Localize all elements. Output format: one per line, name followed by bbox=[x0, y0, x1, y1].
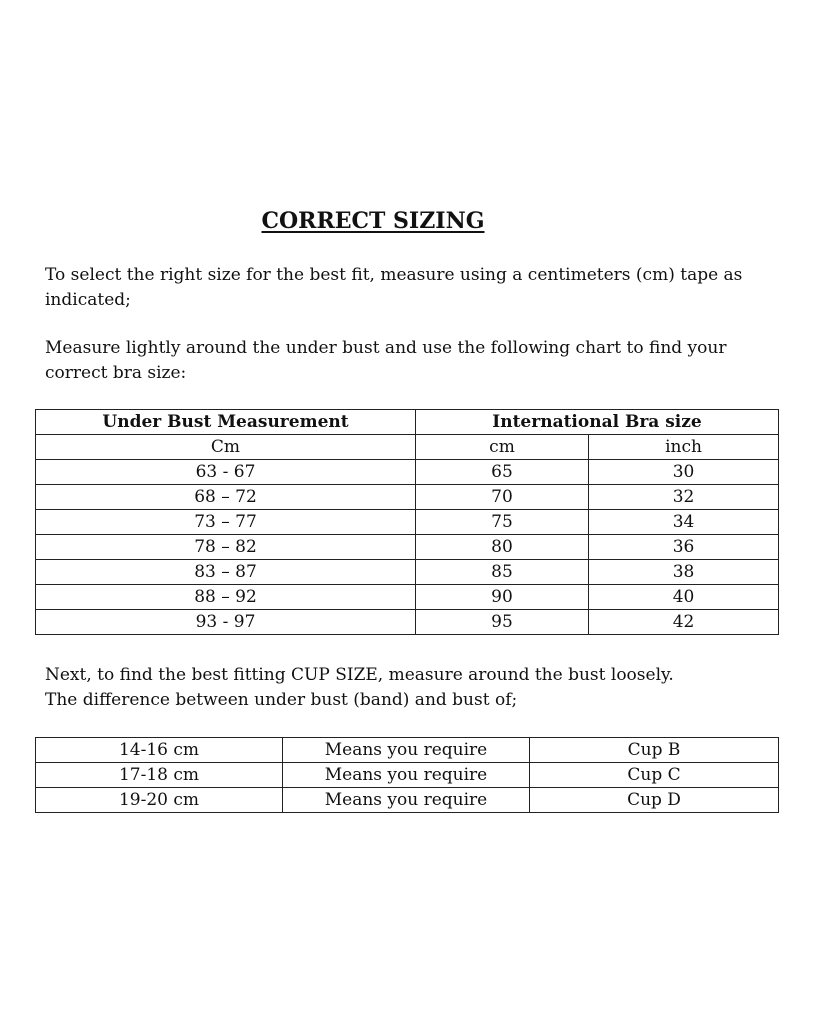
band-size-inch: 36 bbox=[589, 535, 779, 560]
band-size-inch: 32 bbox=[589, 485, 779, 510]
under-bust-range: 83 – 87 bbox=[36, 560, 416, 585]
band-size-inch: 30 bbox=[589, 460, 779, 485]
under-bust-range: 68 – 72 bbox=[36, 485, 416, 510]
under-bust-range: 78 – 82 bbox=[36, 535, 416, 560]
under-bust-range: 93 - 97 bbox=[36, 610, 416, 635]
page-title-text: CORRECT SIZING bbox=[261, 208, 485, 234]
band-size-cm: 65 bbox=[416, 460, 589, 485]
band-size-inch: 42 bbox=[589, 610, 779, 635]
bust-difference: 14-16 cm bbox=[36, 738, 283, 763]
band-size-inch: 38 bbox=[589, 560, 779, 585]
under-bust-range: 73 – 77 bbox=[36, 510, 416, 535]
under-bust-range: 63 - 67 bbox=[36, 460, 416, 485]
table-row bbox=[36, 788, 779, 813]
means-text: Means you require bbox=[283, 738, 530, 763]
cup-size: Cup C bbox=[530, 763, 779, 788]
band-size-cm: 90 bbox=[416, 585, 589, 610]
means-text: Means you require bbox=[283, 763, 530, 788]
intro-paragraph: To select the right size for the best fit, measure using a centimeters (cm) tape as indicated; bbox=[45, 265, 743, 310]
under-bust-range: 88 – 92 bbox=[36, 585, 416, 610]
instruction-paragraph: Measure lightly around the under bust and use the following chart to find your correct bra size: bbox=[45, 338, 727, 383]
band-size-inch: 34 bbox=[589, 510, 779, 535]
cup-intro-line-2: The difference between under bust (band) and bust of; bbox=[45, 690, 518, 710]
size-table-unit-row bbox=[36, 435, 779, 460]
table-row bbox=[36, 460, 779, 485]
unit-cm-band: cm bbox=[416, 435, 589, 460]
band-size-cm: 80 bbox=[416, 535, 589, 560]
unit-cm-under-bust: Cm bbox=[36, 435, 416, 460]
band-size-cm: 85 bbox=[416, 560, 589, 585]
table-row bbox=[36, 763, 779, 788]
under-bust-header: Under Bust Measurement bbox=[36, 410, 416, 435]
band-size-cm: 70 bbox=[416, 485, 589, 510]
band-size-cm: 75 bbox=[416, 510, 589, 535]
cup-size-paragraph bbox=[45, 663, 785, 713]
bust-difference: 17-18 cm bbox=[36, 763, 283, 788]
page-title bbox=[0, 205, 746, 237]
bra-size-table bbox=[35, 409, 779, 635]
cup-size-table bbox=[35, 737, 779, 813]
band-size-cm: 95 bbox=[416, 610, 589, 635]
bust-difference: 19-20 cm bbox=[36, 788, 283, 813]
unit-inch-band: inch bbox=[589, 435, 779, 460]
cup-size: Cup D bbox=[530, 788, 779, 813]
means-text: Means you require bbox=[283, 788, 530, 813]
table-row bbox=[36, 585, 779, 610]
size-table-header-row bbox=[36, 410, 779, 435]
band-size-inch: 40 bbox=[589, 585, 779, 610]
table-row bbox=[36, 610, 779, 635]
table-row bbox=[36, 738, 779, 763]
international-size-header: International Bra size bbox=[416, 410, 779, 435]
table-row bbox=[36, 560, 779, 585]
table-row bbox=[36, 510, 779, 535]
cup-intro-line-1: Next, to find the best fitting CUP SIZE, measure around the bust loosely. bbox=[45, 665, 674, 685]
table-row bbox=[36, 535, 779, 560]
table-row bbox=[36, 485, 779, 510]
cup-size: Cup B bbox=[530, 738, 779, 763]
